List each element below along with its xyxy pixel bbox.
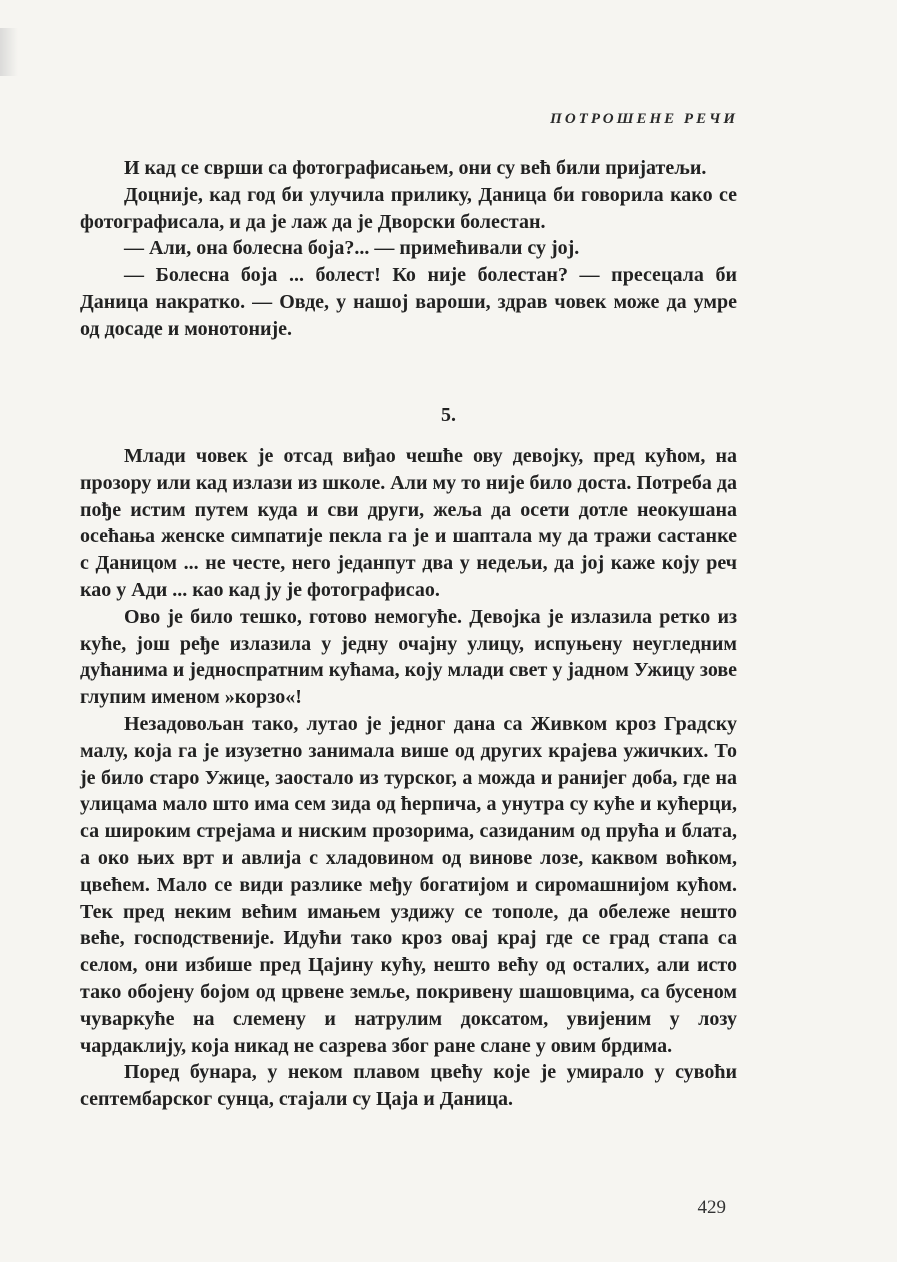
scan-edge-shadow bbox=[0, 28, 18, 76]
paragraph: Ово је било тешко, готово немогуће. Девојка је излазила ретко из куће, још ређе излазила у једну очајну улицу, испуњену неугледним дућанима и једноспратним кућама, коју млади свет у јадном Ужицу зове глупим именом »корзо«! bbox=[80, 605, 737, 709]
paragraph: И кад се сврши са фотографисањем, они су већ били пријатељи. bbox=[124, 157, 707, 179]
section-number: 5. bbox=[441, 404, 456, 426]
paragraph: Незадовољан тако, лутао је једног дана са Живком кроз Градску малу, која га је изузетно занимала више од других крајева ужичких. То је било старо Ужице, заостало из турског, а можда и ранијег доба, где на улицама мало што има сем зида од ћерпича, а унутра су куће и кућерци, са широким стрејама и ниским прозорима, сазиданим од прућа и блата, а око њих врт и авлија с хладовином од винове лозе, каквом воћком, цвећем. Мало се види разлике међу богатијом и сиромашнијом кућом. Тек пред неким већим имањем уздижу се тополе, да обележе нешто веће, господственије. Идући тако кроз овај крај где се град стапа са селом, они избише пред Цајину кућу, нешто већу од осталих, али исто тако обојену бојом од црвене земље, покривену шашовцима, са бусеном чуваркуће на слемену и натрулим доксатом, увијеним у лозу чардаклију, која никад не сазрева због ране слане у овим брдима. bbox=[80, 712, 737, 1057]
running-head: ПОТРОШЕНЕ РЕЧИ bbox=[550, 111, 738, 127]
section-1-text bbox=[80, 155, 737, 343]
page-number: 429 bbox=[697, 1197, 726, 1218]
section-5-text bbox=[80, 443, 737, 1113]
paragraph: — Болесна боја ... болест! Ко није болестан? — пресецала би Даница накратко. — Овде, у нашој вароши, здрав човек може да умре од досаде и монотоније. bbox=[80, 264, 737, 340]
paragraph: Поред бунара, у неком плавом цвећу које је умирало у сувоћи септембарског сунца, стајали су Цаја и Даница. bbox=[80, 1061, 737, 1111]
paragraph: Доцније, кад год би улучила прилику, Даница би говорила како се фотографисала, и да је лаж да је Дворски болестан. bbox=[80, 183, 737, 233]
paragraph: — Али, она болесна боја?... — примећивали су јој. bbox=[124, 237, 580, 260]
paragraph: Млади човек је отсад виђао чешће ову девојку, пред кућом, на прозору или кад излази из школе. Али му то није било доста. Потреба да пође истим путем куда и сви други, жеља да осети дотле неокушана осећања женске симпатије пекла га је и шаптала му да тражи састанке с Даницом ... не честе, него једанпут два у недељи, да јој каже коју реч као у Ади ... као кад ју је фотографисао. bbox=[80, 445, 737, 601]
